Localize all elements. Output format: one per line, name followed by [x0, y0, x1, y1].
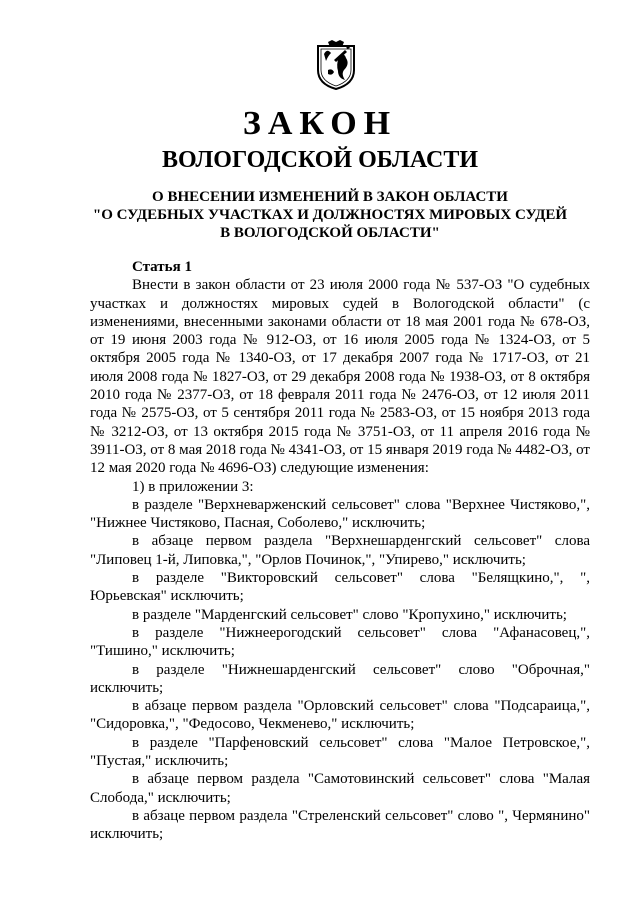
paragraph: в абзаце первом раздела "Верхнешарденгский сельсовет" слова "Липовец 1-й, Липовка,", "Орлов Починок,", "Упирево," исключить; [90, 533, 590, 568]
paragraph: 1) в приложении 3: [132, 478, 254, 495]
coat-of-arms-icon [314, 40, 358, 90]
heading-line: "О СУДЕБНЫХ УЧАСТКАХ И ДОЛЖНОСТЯХ МИРОВЫХ СУДЕЙ [92, 207, 568, 223]
paragraph: Внести в закон области от 23 июля 2000 года № 537-ОЗ "О судебных участках и должностях мировых судей в Вологодской области" (с изменениями, внесенными законами области от 18 мая 2001 года № 678-ОЗ, от 19 июня 2003 года № 912-ОЗ, от 16 июля 2005 года № 1324-ОЗ, от 5 октября 2005 года № 1340-ОЗ, от 17 декабря 2007 года № 1717-ОЗ, от 21 июля 2008 года № 1827-ОЗ, от 29 декабря 2008 года № 1938-ОЗ, от 8 октября 2010 года № 2377-ОЗ, от 18 февраля 2011 года № 2476-ОЗ, от 12 июля 2011 года № 2575-ОЗ, от 5 сентября 2011 года № 2583-ОЗ, от 15 ноября 2013 года № 3212-ОЗ, от 13 октября 2015 года № 3751-ОЗ, от 11 апреля 2016 года № 3911-ОЗ, от 8 мая 2018 года № 4341-ОЗ, от 15 января 2019 года № 4482-ОЗ, от 12 мая 2020 года № 4696-ОЗ) следующие изменения: [90, 277, 590, 477]
document-heading [60, 188, 600, 242]
paragraph: в разделе "Нижнешарденгский сельсовет" слово "Оброчная," исключить; [90, 661, 590, 696]
document-body [90, 258, 590, 844]
heading-line: В ВОЛОГОДСКОЙ ОБЛАСТИ" [220, 225, 440, 241]
paragraph: в разделе "Викторовский сельсовет" слова "Белящкино,", ", Юрьевская" исключить; [90, 570, 590, 605]
paragraph: в разделе "Верхневарженский сельсовет" слова "Верхнее Чистяково,", "Нижнее Чистяково, Пасная, Соболево," исключить; [90, 496, 590, 532]
paragraph: в абзаце первом раздела "Орловский сельсовет" слова "Подсараица,", "Сидоровка,", "Федосово, Чекменево," исключить; [90, 698, 590, 733]
paragraph: в абзаце первом раздела "Самотовинский сельсовет" слова "Малая Слобода," исключить; [90, 771, 590, 806]
region-subtitle: ВОЛОГОДСКОЙ ОБЛАСТИ [161, 147, 479, 173]
heading-line: О ВНЕСЕНИИ ИЗМЕНЕНИЙ В ЗАКОН ОБЛАСТИ [152, 189, 508, 205]
paragraph: в разделе "Нижнеерогодский сельсовет" слова "Афанасовец,", "Тишино," исключить; [90, 624, 590, 660]
paragraph: в разделе "Парфеновский сельсовет" слова "Малое Петровское,", "Пустая," исключить; [90, 734, 590, 770]
paragraph: в абзаце первом раздела "Стреленский сельсовет" слово ", Чермянино" исключить; [90, 807, 590, 843]
article-title: Статья 1 [132, 259, 192, 275]
law-title: ЗАКОН [242, 105, 398, 142]
paragraph: в разделе "Марденгский сельсовет" слово "Кропухино," исключить; [132, 606, 567, 623]
